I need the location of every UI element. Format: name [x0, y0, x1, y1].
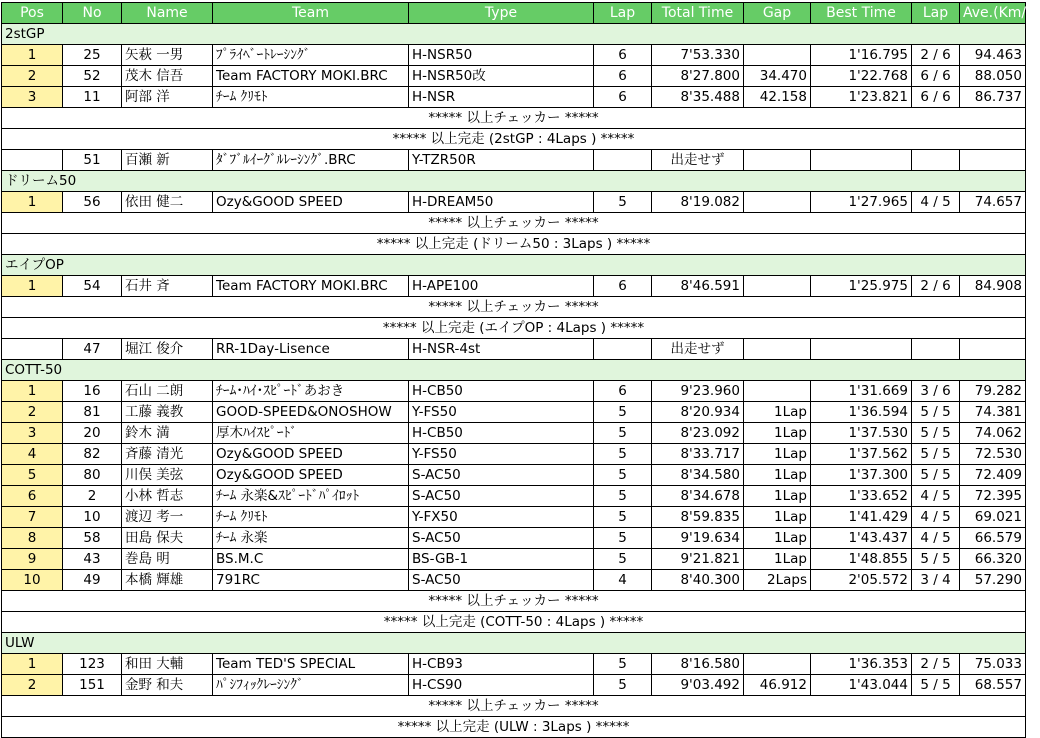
lap-cell: 5 — [594, 423, 652, 444]
average-speed-cell: 75.033 — [960, 654, 1026, 675]
lap-cell: 6 — [594, 66, 652, 87]
checker-note: ***** 以上チェッカー ***** — [2, 108, 1026, 129]
best-time-cell: 1'16.795 — [811, 45, 912, 66]
name-cell: 川俣 美弦 — [122, 465, 213, 486]
checker-note: ***** 以上チェッカー ***** — [2, 213, 1026, 234]
best-lap-cell: 4 / 5 — [912, 192, 960, 213]
best-time-cell: 1'37.530 — [811, 423, 912, 444]
gap-cell: 2Laps — [744, 570, 811, 591]
total-time-cell: 8'35.488 — [652, 87, 744, 108]
header-pos: Pos — [2, 3, 63, 24]
gap-cell — [744, 150, 811, 171]
gap-cell — [744, 654, 811, 675]
best-lap-cell: 4 / 5 — [912, 486, 960, 507]
best-lap-cell: 5 / 5 — [912, 423, 960, 444]
average-speed-cell: 66.320 — [960, 549, 1026, 570]
pos-cell: 1 — [2, 381, 63, 402]
type-cell: S-AC50 — [409, 528, 594, 549]
result-row — [2, 45, 1026, 66]
type-cell: Y-FS50 — [409, 444, 594, 465]
header-best-lap: Lap — [912, 3, 960, 24]
gap-cell: 1Lap — [744, 423, 811, 444]
average-speed-cell: 79.282 — [960, 381, 1026, 402]
gap-cell: 1Lap — [744, 486, 811, 507]
lap-cell: 5 — [594, 675, 652, 696]
best-time-cell — [811, 339, 912, 360]
header-row — [2, 3, 1026, 24]
average-speed-cell: 72.530 — [960, 444, 1026, 465]
results-table — [1, 2, 1040, 738]
no-cell: 82 — [63, 444, 122, 465]
lap-cell: 5 — [594, 507, 652, 528]
lap-cell: 4 — [594, 570, 652, 591]
pos-cell: 5 — [2, 465, 63, 486]
team-cell: 厚木ﾊｲｽﾋﾟｰﾄﾞ — [213, 423, 409, 444]
no-cell: 43 — [63, 549, 122, 570]
best-lap-cell: 6 / 6 — [912, 87, 960, 108]
name-cell: 百瀬 新 — [122, 150, 213, 171]
class-header-row — [2, 24, 1026, 45]
pos-cell: 6 — [2, 486, 63, 507]
best-time-cell: 1'36.594 — [811, 402, 912, 423]
gap-cell: 46.912 — [744, 675, 811, 696]
result-row — [2, 192, 1026, 213]
pos-cell — [2, 339, 63, 360]
average-speed-cell: 66.579 — [960, 528, 1026, 549]
type-cell: Y-FS50 — [409, 402, 594, 423]
best-time-cell: 2'05.572 — [811, 570, 912, 591]
header-lap: Lap — [594, 3, 652, 24]
team-cell: ﾁｰﾑ 永楽&ｽﾋﾟｰﾄﾞﾊﾟｲﾛｯﾄ — [213, 486, 409, 507]
lap-cell: 6 — [594, 45, 652, 66]
finish-note: ***** 以上完走 (2stGP : 4Laps ) ***** — [2, 129, 1026, 150]
name-cell: 石井 斉 — [122, 276, 213, 297]
pos-cell: 8 — [2, 528, 63, 549]
pos-cell: 9 — [2, 549, 63, 570]
best-time-cell: 1'33.652 — [811, 486, 912, 507]
pos-cell: 3 — [2, 87, 63, 108]
average-speed-cell: 74.062 — [960, 423, 1026, 444]
gap-cell — [744, 45, 811, 66]
no-cell: 56 — [63, 192, 122, 213]
best-time-cell: 1'36.353 — [811, 654, 912, 675]
name-cell: 小林 哲志 — [122, 486, 213, 507]
best-time-cell — [811, 150, 912, 171]
name-cell: 阿部 洋 — [122, 87, 213, 108]
team-cell: Ozy&GOOD SPEED — [213, 192, 409, 213]
best-lap-cell — [912, 339, 960, 360]
best-lap-cell: 2 / 6 — [912, 276, 960, 297]
result-row — [2, 507, 1026, 528]
gap-cell: 42.158 — [744, 87, 811, 108]
name-cell: 田島 保夫 — [122, 528, 213, 549]
checker-note-row — [2, 213, 1026, 234]
average-speed-cell: 74.381 — [960, 402, 1026, 423]
gap-cell — [744, 276, 811, 297]
team-cell: ﾌﾟﾗｲﾍﾞｰﾄﾚｰｼﾝｸﾞ — [213, 45, 409, 66]
result-row — [2, 87, 1026, 108]
no-cell: 54 — [63, 276, 122, 297]
header-average-speed: Ave.(Km/h) — [960, 3, 1026, 24]
best-lap-cell: 2 / 5 — [912, 654, 960, 675]
no-cell: 10 — [63, 507, 122, 528]
pos-cell: 1 — [2, 45, 63, 66]
lap-cell: 5 — [594, 444, 652, 465]
name-cell: 石山 二朗 — [122, 381, 213, 402]
type-cell: Y-FX50 — [409, 507, 594, 528]
total-time-cell: 8'34.678 — [652, 486, 744, 507]
pos-cell: 1 — [2, 654, 63, 675]
lap-cell: 5 — [594, 528, 652, 549]
best-lap-cell: 5 / 5 — [912, 675, 960, 696]
name-cell: 鈴木 満 — [122, 423, 213, 444]
result-row — [2, 423, 1026, 444]
no-cell: 52 — [63, 66, 122, 87]
no-cell: 47 — [63, 339, 122, 360]
team-cell: Team FACTORY MOKI.BRC — [213, 66, 409, 87]
finish-note: ***** 以上完走 (ULW : 3Laps ) ***** — [2, 717, 1026, 738]
type-cell: H-CS90 — [409, 675, 594, 696]
dns-row — [2, 150, 1026, 171]
team-cell: ﾁｰﾑ･ﾊｲ･ｽﾋﾟｰﾄﾞあおき — [213, 381, 409, 402]
class-header-row — [2, 633, 1026, 654]
team-cell: ﾁｰﾑ ｸﾘﾓﾄ — [213, 507, 409, 528]
class-name: COTT-50 — [2, 360, 1026, 381]
gap-cell: 1Lap — [744, 528, 811, 549]
result-row — [2, 528, 1026, 549]
type-cell: Y-TZR50R — [409, 150, 594, 171]
gap-cell — [744, 381, 811, 402]
best-lap-cell: 6 / 6 — [912, 66, 960, 87]
finish-note: ***** 以上完走 (ドリーム50 : 3Laps ) ***** — [2, 234, 1026, 255]
total-time-cell: 8'23.092 — [652, 423, 744, 444]
average-speed-cell: 86.737 — [960, 87, 1026, 108]
type-cell: S-AC50 — [409, 570, 594, 591]
total-time-cell: 8'19.082 — [652, 192, 744, 213]
average-speed-cell: 84.908 — [960, 276, 1026, 297]
average-speed-cell: 88.050 — [960, 66, 1026, 87]
checker-note-row — [2, 591, 1026, 612]
result-row — [2, 66, 1026, 87]
no-cell: 81 — [63, 402, 122, 423]
header-team: Team — [213, 3, 409, 24]
pos-cell: 7 — [2, 507, 63, 528]
lap-cell: 6 — [594, 276, 652, 297]
result-row — [2, 465, 1026, 486]
name-cell: 渡辺 考一 — [122, 507, 213, 528]
pos-cell — [2, 150, 63, 171]
no-cell: 11 — [63, 87, 122, 108]
type-cell: H-NSR-4st — [409, 339, 594, 360]
no-cell: 20 — [63, 423, 122, 444]
best-lap-cell: 3 / 6 — [912, 381, 960, 402]
best-lap-cell: 3 / 4 — [912, 570, 960, 591]
class-header-row — [2, 360, 1026, 381]
team-cell: Team FACTORY MOKI.BRC — [213, 276, 409, 297]
header-name: Name — [122, 3, 213, 24]
team-cell: ﾁｰﾑ 永楽 — [213, 528, 409, 549]
no-cell: 123 — [63, 654, 122, 675]
no-cell: 25 — [63, 45, 122, 66]
team-cell: Team TED'S SPECIAL — [213, 654, 409, 675]
best-time-cell: 1'27.965 — [811, 192, 912, 213]
result-row — [2, 381, 1026, 402]
finish-note-row — [2, 612, 1026, 633]
lap-cell: 5 — [594, 402, 652, 423]
results-body — [2, 24, 1026, 738]
total-time-cell: 8'20.934 — [652, 402, 744, 423]
gap-cell: 34.470 — [744, 66, 811, 87]
best-time-cell: 1'23.821 — [811, 87, 912, 108]
average-speed-cell: 94.463 — [960, 45, 1026, 66]
gap-cell: 1Lap — [744, 507, 811, 528]
finish-note-row — [2, 717, 1026, 738]
name-cell: 金野 和夫 — [122, 675, 213, 696]
no-cell: 80 — [63, 465, 122, 486]
result-row — [2, 276, 1026, 297]
gap-cell: 1Lap — [744, 465, 811, 486]
lap-cell: 6 — [594, 381, 652, 402]
name-cell: 巻島 明 — [122, 549, 213, 570]
total-time-cell: 9'03.492 — [652, 675, 744, 696]
type-cell: S-AC50 — [409, 486, 594, 507]
checker-note: ***** 以上チェッカー ***** — [2, 297, 1026, 318]
average-speed-cell: 72.409 — [960, 465, 1026, 486]
lap-cell: 5 — [594, 549, 652, 570]
best-time-cell: 1'41.429 — [811, 507, 912, 528]
best-time-cell: 1'37.300 — [811, 465, 912, 486]
result-row — [2, 549, 1026, 570]
lap-cell: 5 — [594, 486, 652, 507]
team-cell: BS.M.C — [213, 549, 409, 570]
team-cell: GOOD-SPEED&ONOSHOW — [213, 402, 409, 423]
type-cell: H-CB93 — [409, 654, 594, 675]
checker-note-row — [2, 297, 1026, 318]
pos-cell: 2 — [2, 66, 63, 87]
type-cell: H-DREAM50 — [409, 192, 594, 213]
team-cell: RR-1Day-Lisence — [213, 339, 409, 360]
type-cell: H-APE100 — [409, 276, 594, 297]
class-header-row — [2, 171, 1026, 192]
name-cell: 矢萩 一男 — [122, 45, 213, 66]
class-header-row — [2, 255, 1026, 276]
checker-note: ***** 以上チェッカー ***** — [2, 696, 1026, 717]
team-cell: ﾊﾟｼﾌｨｯｸﾚｰｼﾝｸﾞ — [213, 675, 409, 696]
no-cell: 58 — [63, 528, 122, 549]
best-time-cell: 1'31.669 — [811, 381, 912, 402]
name-cell: 工藤 義教 — [122, 402, 213, 423]
type-cell: H-CB50 — [409, 423, 594, 444]
checker-note-row — [2, 108, 1026, 129]
finish-note-row — [2, 129, 1026, 150]
class-name: ドリーム50 — [2, 171, 1026, 192]
lap-cell: 5 — [594, 465, 652, 486]
result-row — [2, 675, 1026, 696]
name-cell: 本橋 輝雄 — [122, 570, 213, 591]
team-cell: ﾁｰﾑ ｸﾘﾓﾄ — [213, 87, 409, 108]
team-cell: Ozy&GOOD SPEED — [213, 444, 409, 465]
total-time-cell: 8'40.300 — [652, 570, 744, 591]
lap-cell — [594, 339, 652, 360]
gap-cell: 1Lap — [744, 549, 811, 570]
best-time-cell: 1'43.044 — [811, 675, 912, 696]
total-time-cell: 出走せず — [652, 150, 744, 171]
total-time-cell: 8'33.717 — [652, 444, 744, 465]
best-time-cell: 1'25.975 — [811, 276, 912, 297]
result-row — [2, 570, 1026, 591]
no-cell: 2 — [63, 486, 122, 507]
average-speed-cell — [960, 339, 1026, 360]
total-time-cell: 8'16.580 — [652, 654, 744, 675]
gap-cell — [744, 339, 811, 360]
header-total-time: Total Time — [652, 3, 744, 24]
type-cell: S-AC50 — [409, 465, 594, 486]
average-speed-cell: 68.557 — [960, 675, 1026, 696]
result-row — [2, 444, 1026, 465]
best-lap-cell: 5 / 5 — [912, 402, 960, 423]
gap-cell: 1Lap — [744, 444, 811, 465]
name-cell: 茂木 信吾 — [122, 66, 213, 87]
checker-note: ***** 以上チェッカー ***** — [2, 591, 1026, 612]
pos-cell: 1 — [2, 192, 63, 213]
team-cell: Ozy&GOOD SPEED — [213, 465, 409, 486]
pos-cell: 4 — [2, 444, 63, 465]
total-time-cell: 8'46.591 — [652, 276, 744, 297]
name-cell: 依田 健二 — [122, 192, 213, 213]
best-lap-cell — [912, 150, 960, 171]
type-cell: BS-GB-1 — [409, 549, 594, 570]
total-time-cell: 8'59.835 — [652, 507, 744, 528]
gap-cell: 1Lap — [744, 402, 811, 423]
finish-note-row — [2, 318, 1026, 339]
total-time-cell: 9'19.634 — [652, 528, 744, 549]
lap-cell: 5 — [594, 654, 652, 675]
checker-note-row — [2, 696, 1026, 717]
best-lap-cell: 4 / 5 — [912, 507, 960, 528]
average-speed-cell: 57.290 — [960, 570, 1026, 591]
header-no: No — [63, 3, 122, 24]
name-cell: 和田 大輔 — [122, 654, 213, 675]
total-time-cell: 9'21.821 — [652, 549, 744, 570]
total-time-cell: 出走せず — [652, 339, 744, 360]
team-cell: ﾀﾞﾌﾞﾙｲｰｸﾞﾙﾚｰｼﾝｸﾞ.BRC — [213, 150, 409, 171]
pos-cell: 3 — [2, 423, 63, 444]
no-cell: 151 — [63, 675, 122, 696]
best-time-cell: 1'22.768 — [811, 66, 912, 87]
result-row — [2, 486, 1026, 507]
best-lap-cell: 2 / 6 — [912, 45, 960, 66]
pos-cell: 2 — [2, 675, 63, 696]
pos-cell: 2 — [2, 402, 63, 423]
average-speed-cell — [960, 150, 1026, 171]
best-time-cell: 1'37.562 — [811, 444, 912, 465]
result-row — [2, 654, 1026, 675]
average-speed-cell: 74.657 — [960, 192, 1026, 213]
class-name: 2stGP — [2, 24, 1026, 45]
best-lap-cell: 5 / 5 — [912, 444, 960, 465]
lap-cell — [594, 150, 652, 171]
total-time-cell: 8'34.580 — [652, 465, 744, 486]
header-gap: Gap — [744, 3, 811, 24]
dns-row — [2, 339, 1026, 360]
best-lap-cell: 5 / 5 — [912, 549, 960, 570]
finish-note: ***** 以上完走 (COTT-50 : 4Laps ) ***** — [2, 612, 1026, 633]
best-lap-cell: 4 / 5 — [912, 528, 960, 549]
total-time-cell: 7'53.330 — [652, 45, 744, 66]
name-cell: 堀江 俊介 — [122, 339, 213, 360]
finish-note: ***** 以上完走 (エイプOP : 4Laps ) ***** — [2, 318, 1026, 339]
total-time-cell: 9'23.960 — [652, 381, 744, 402]
pos-cell: 10 — [2, 570, 63, 591]
best-lap-cell: 5 / 5 — [912, 465, 960, 486]
name-cell: 斉藤 清光 — [122, 444, 213, 465]
type-cell: H-CB50 — [409, 381, 594, 402]
gap-cell — [744, 192, 811, 213]
average-speed-cell: 69.021 — [960, 507, 1026, 528]
type-cell: H-NSR50改 — [409, 66, 594, 87]
average-speed-cell: 72.395 — [960, 486, 1026, 507]
total-time-cell: 8'27.800 — [652, 66, 744, 87]
lap-cell: 6 — [594, 87, 652, 108]
best-time-cell: 1'43.437 — [811, 528, 912, 549]
header-type: Type — [409, 3, 594, 24]
no-cell: 16 — [63, 381, 122, 402]
header-best-time: Best Time — [811, 3, 912, 24]
no-cell: 49 — [63, 570, 122, 591]
class-name: ULW — [2, 633, 1026, 654]
result-row — [2, 402, 1026, 423]
finish-note-row — [2, 234, 1026, 255]
class-name: エイプOP — [2, 255, 1026, 276]
best-time-cell: 1'48.855 — [811, 549, 912, 570]
no-cell: 51 — [63, 150, 122, 171]
type-cell: H-NSR — [409, 87, 594, 108]
team-cell: 791RC — [213, 570, 409, 591]
type-cell: H-NSR50 — [409, 45, 594, 66]
lap-cell: 5 — [594, 192, 652, 213]
pos-cell: 1 — [2, 276, 63, 297]
